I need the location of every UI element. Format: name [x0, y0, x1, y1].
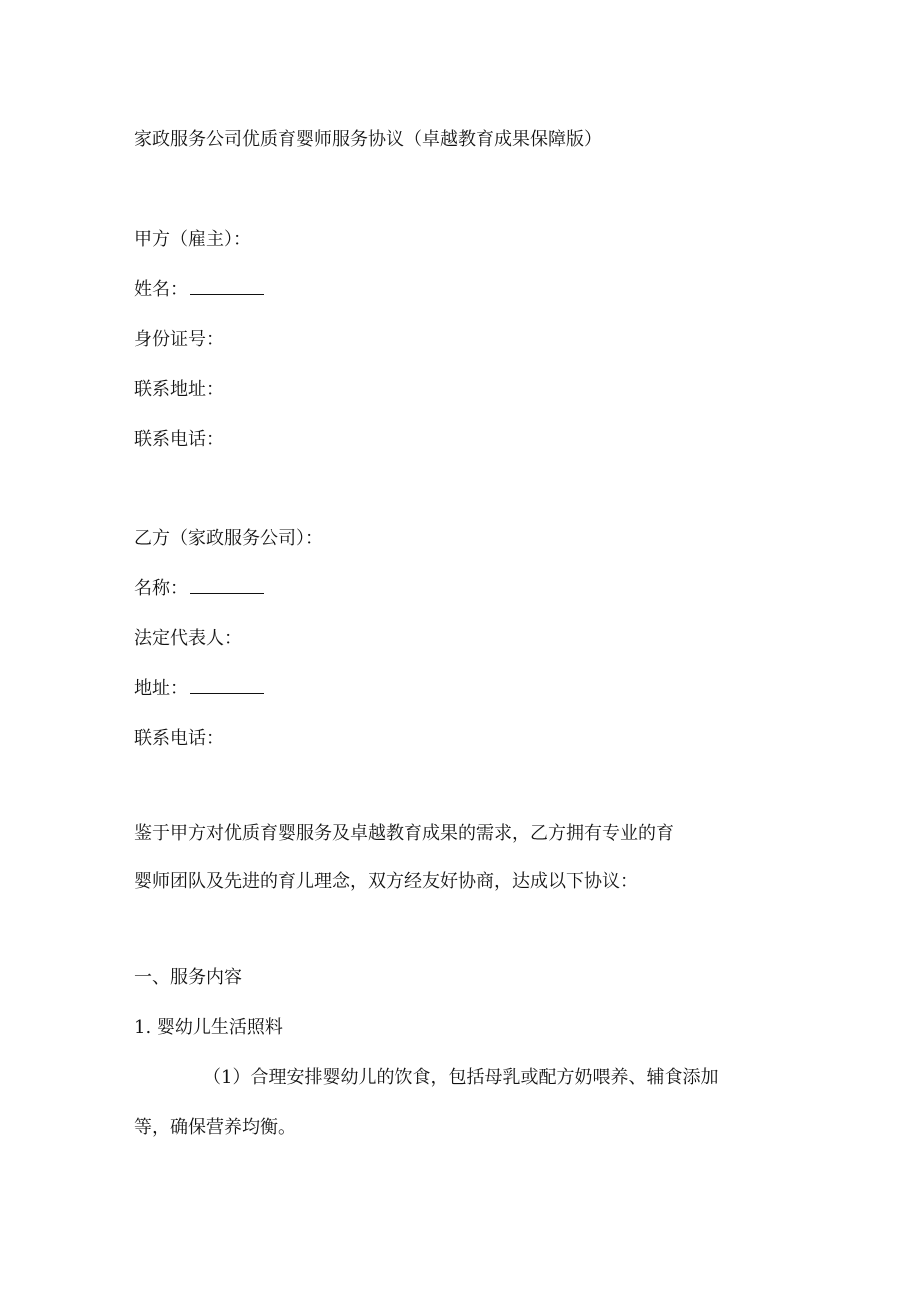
- section-1-subheading: 1. 婴幼儿生活照料: [134, 1017, 283, 1038]
- party-a-name-row: [134, 278, 264, 302]
- party-a-address-label: 联系地址：: [134, 379, 224, 400]
- party-b-name-blank: [190, 577, 264, 594]
- party-b-name-row: [134, 577, 264, 601]
- preamble-line-2: 婴师团队及先进的育儿理念，双方经友好协商，达成以下协议：: [134, 871, 638, 892]
- party-b-address-label: 地址：: [134, 678, 188, 699]
- party-b-name-label: 名称：: [134, 578, 188, 599]
- party-b-rep-label: 法定代表人：: [134, 628, 242, 649]
- party-a-heading: 甲方（雇主）：: [134, 229, 251, 250]
- party-a-name-label: 姓名：: [134, 279, 188, 300]
- party-b-heading: 乙方（家政服务公司）：: [134, 528, 323, 549]
- party-b-phone-label: 联系电话：: [134, 728, 224, 749]
- preamble-line-1: 鉴于甲方对优质育婴服务及卓越教育成果的需求，乙方拥有专业的育: [134, 823, 674, 844]
- section-1-heading: 一、服务内容: [134, 967, 242, 988]
- section-1-item-1-line-1: （1）合理安排婴幼儿的饮食，包括母乳或配方奶喂养、辅食添加: [203, 1067, 719, 1088]
- party-a-name-blank: [190, 278, 264, 295]
- party-a-id-label: 身份证号：: [134, 329, 224, 350]
- party-b-address-row: [134, 677, 264, 701]
- party-b-address-blank: [190, 677, 264, 694]
- party-a-phone-label: 联系电话：: [134, 429, 224, 450]
- document-title: 家政服务公司优质育婴师服务协议（卓越教育成果保障版）: [134, 129, 602, 150]
- section-1-item-1-line-2: 等，确保营养均衡。: [134, 1117, 296, 1138]
